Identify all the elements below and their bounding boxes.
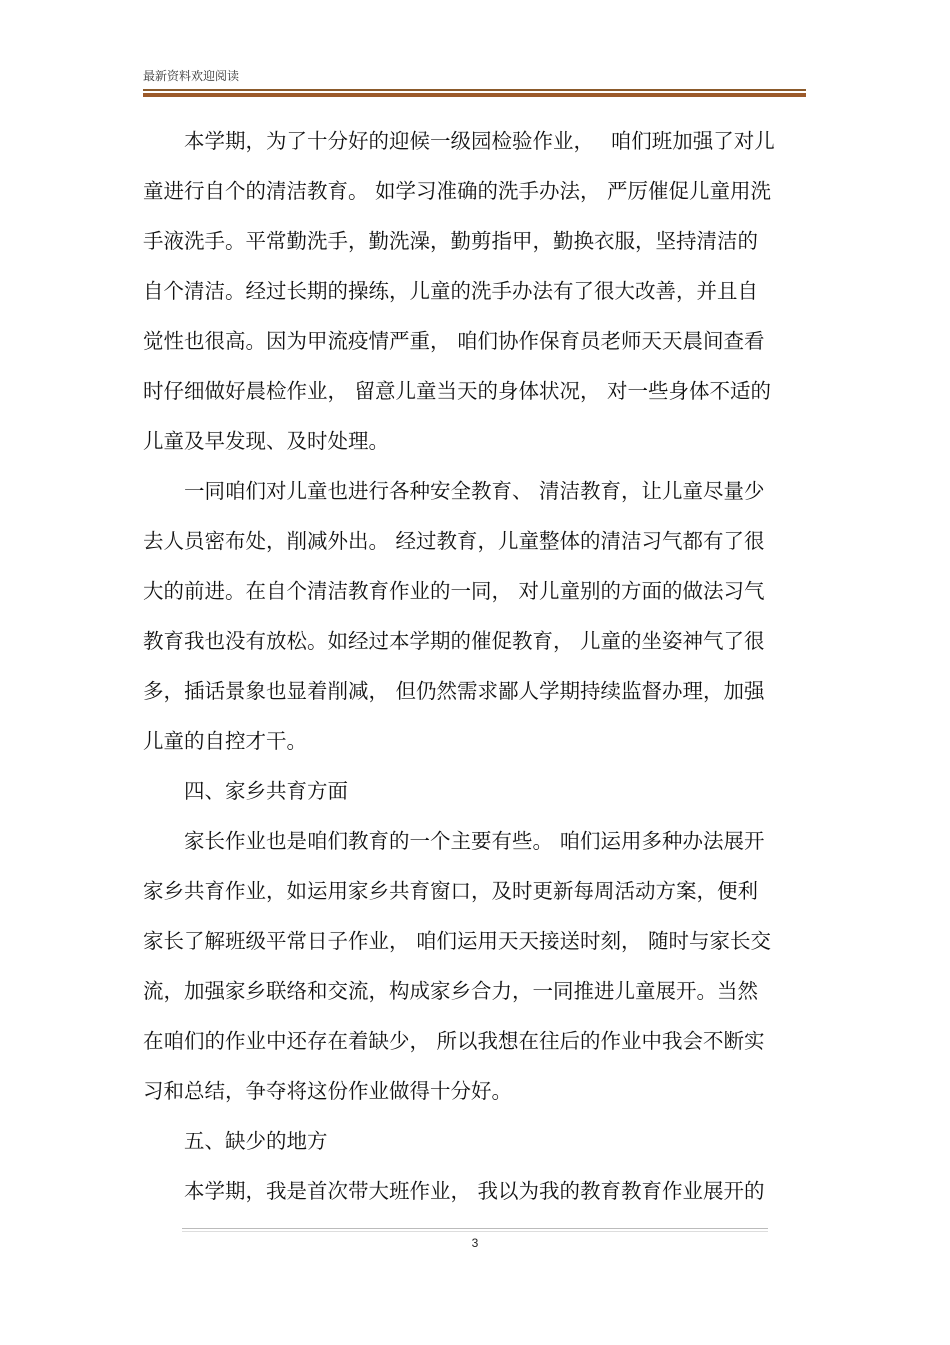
footer-divider [182, 1228, 768, 1229]
text-line: 在咱们的作业中还存在着缺少， 所以我想在往后的作业中我会不断实 [143, 1029, 765, 1053]
header-divider-thin [143, 89, 806, 91]
text-line: 觉性也很高。因为甲流疫情严重， 咱们协作保育员老师天天晨间查看 [143, 329, 765, 353]
text-line: 习和总结，争夺将这份作业做得十分好。 [143, 1079, 512, 1103]
text-line: 多，插话景象也显着削减， 但仍然需求鄙人学期持续监督办理，加强 [143, 679, 765, 703]
header-title: 最新资料欢迎阅读 [143, 69, 240, 83]
text-line: 大的前进。在自个清洁教育作业的一同， 对儿童别的方面的做法习气 [143, 579, 765, 603]
text-line: 自个清洁。经过长期的操练，儿童的洗手办法有了很大改善，并且自 [143, 279, 758, 303]
text-line: 儿童的自控才干。 [143, 729, 307, 753]
text-line: 儿童及早发现、及时处理。 [143, 429, 389, 453]
text-line: 教育我也没有放松。如经过本学期的催促教育， 儿童的坐姿神气了很 [143, 629, 765, 653]
page-number: 3 [471, 1236, 479, 1250]
text-line: 时仔细做好晨检作业， 留意儿童当天的身体状况， 对一些身体不适的 [143, 379, 772, 403]
text-line: 本学期，我是首次带大班作业， 我以为我的教育教育作业展开的 [143, 1179, 765, 1203]
text-line: 手液洗手。平常勤洗手，勤洗澡，勤剪指甲，勤换衣服，坚持清洁的 [143, 229, 758, 253]
text-line: 家乡共育作业，如运用家乡共育窗口，及时更新每周活动方案，便利 [143, 879, 758, 903]
text-line: 家长了解班级平常日子作业， 咱们运用天天接送时刻， 随时与家长交 [143, 929, 772, 953]
text-line: 童进行自个的清洁教育。 如学习准确的洗手办法， 严厉催促儿童用洗 [143, 179, 772, 203]
text-line: 本学期，为了十分好的迎候一级园检验作业， 咱们班加强了对儿 [143, 129, 775, 153]
text-line: 家长作业也是咱们教育的一个主要有些。 咱们运用多种办法展开 [143, 829, 765, 853]
text-line: 流，加强家乡联络和交流，构成家乡合力，一同推进儿童展开。当然 [143, 979, 758, 1003]
section-heading: 四、家乡共育方面 [143, 779, 348, 803]
text-line: 去人员密布处，削减外出。 经过教育，儿童整体的清洁习气都有了很 [143, 529, 765, 553]
footer-divider-shadow [182, 1231, 768, 1232]
text-line: 一同咱们对儿童也进行各种安全教育、 清洁教育，让儿童尽量少 [143, 479, 765, 503]
section-heading: 五、缺少的地方 [143, 1129, 328, 1153]
header-divider-thick [143, 93, 806, 97]
